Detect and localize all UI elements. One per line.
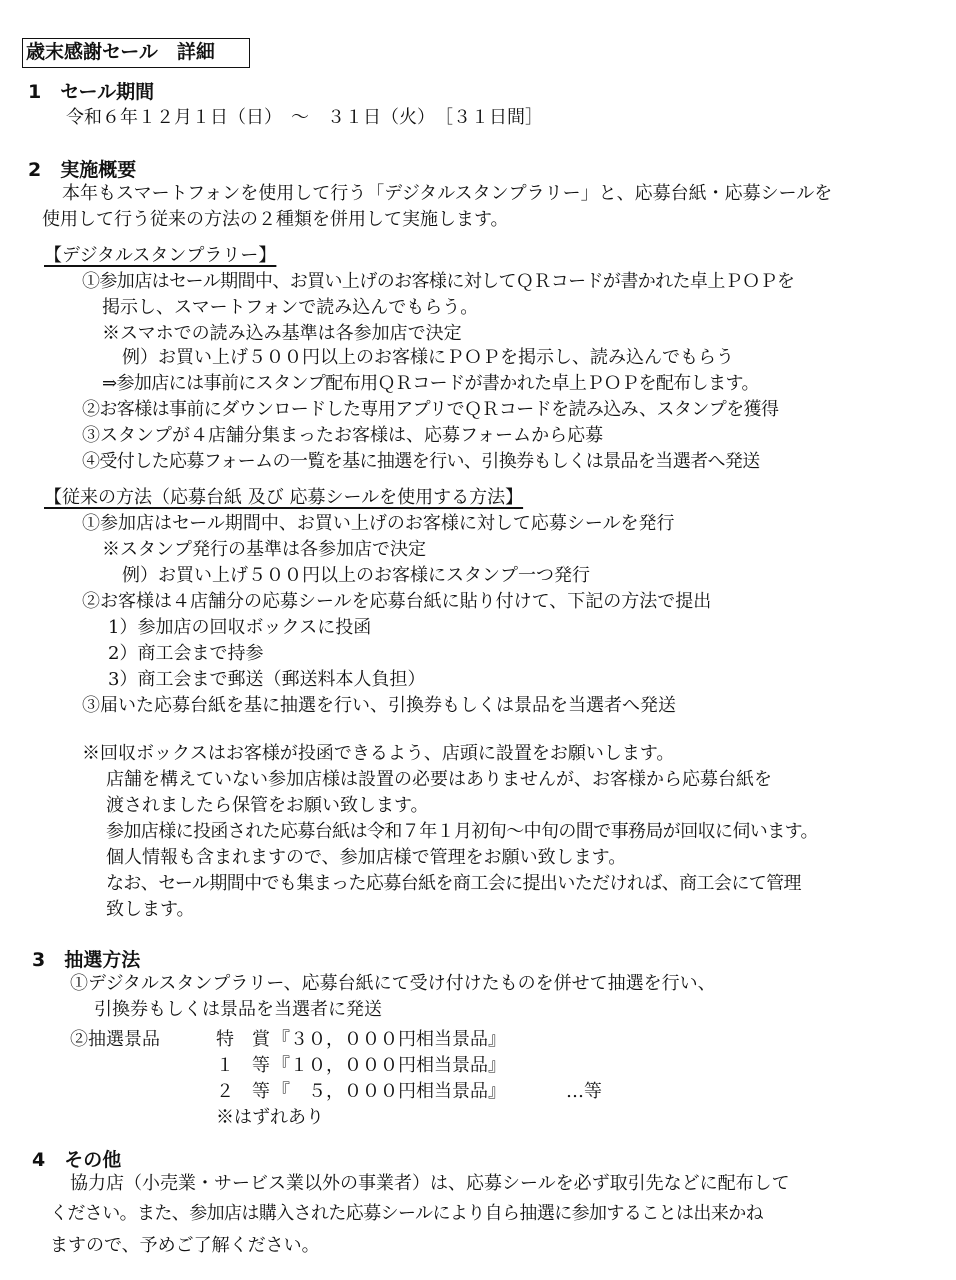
prize-rank: 特 賞: [216, 1029, 270, 1050]
note-line: 個人情報も含まれますので、参加店様で管理をお願い致します。: [106, 847, 627, 868]
traditional-line: ③届いた応募台紙を基に抽選を行い、引換券もしくは景品を当選者へ発送: [82, 695, 676, 716]
note-line: ※回収ボックスはお客様が投函できるよう、店頭に設置をお願いします。: [82, 743, 675, 764]
prize-value: 『 ５，０００円相当景品』: [272, 1081, 506, 1102]
sale-period: 令和６年１２月１日（日） ～ ３１日（火） ［３１日間］: [66, 107, 543, 128]
other-line: 協力店（小売業・サービス業以外の事業者）は、応募シールを必ず取引先などに配布して: [70, 1173, 790, 1194]
traditional-line: ②お客様は４店舗分の応募シールを応募台紙に貼り付けて、下記の方法で提出: [82, 591, 712, 612]
digital-line: ※スマホでの読み込み基準は各参加店で決定: [102, 323, 462, 344]
traditional-line: 例）お買い上げ５００円以上のお客様にスタンプ一つ発行: [122, 565, 590, 586]
traditional-line: ※スタンプ発行の基準は各参加店で決定: [102, 539, 426, 560]
digital-line: ③スタンプが４店舗分集まったお客様は、応募フォームから応募: [82, 425, 604, 446]
note-line: 渡されましたら保管をお願い致します。: [106, 795, 429, 816]
digital-line: ④受付した応募フォームの一覧を基に抽選を行い、引換券もしくは景品を当選者へ発送: [82, 451, 760, 472]
lottery-line: 引換券もしくは景品を当選者に発送: [94, 999, 382, 1020]
prize-value: 『１０，０００円相当景品』: [272, 1055, 506, 1076]
traditional-line: 2）商工会まで持参: [108, 643, 264, 664]
section-3-heading: 3 抽選方法: [32, 949, 141, 971]
page-title: 歳末感謝セール 詳細: [22, 38, 250, 68]
digital-header: 【デジタルスタンプラリー】: [44, 245, 277, 266]
digital-line: ⇒参加店には事前にスタンプ配布用ＱＲコードが書かれた卓上ＰＯＰを配布します。: [102, 373, 759, 394]
prize-note: ※はずれあり: [216, 1107, 324, 1128]
prize-rank: ２ 等: [216, 1081, 270, 1102]
note-line: 参加店様に投函された応募台紙は令和７年１月初旬～中旬の間で事務局が回収に伺います。: [106, 821, 818, 842]
other-line: ください。また、参加店は購入された応募シールにより自ら抽選に参加することは出来かね: [50, 1203, 764, 1224]
note-line: 致します。: [106, 899, 195, 920]
prize-etc: …等: [566, 1081, 602, 1102]
traditional-line: 3）商工会まで郵送（郵送料本人負担）: [108, 669, 426, 690]
traditional-line: ①参加店はセール期間中、お買い上げのお客様に対して応募シールを発行: [82, 513, 675, 534]
digital-line: 掲示し、スマートフォンで読み込んでもらう。: [102, 297, 479, 318]
lottery-line: ①デジタルスタンプラリー、応募台紙にて受け付けたものを併せて抽選を行い、: [70, 973, 716, 994]
digital-line: ①参加店はセール期間中、お買い上げのお客様に対してＱＲコードが書かれた卓上ＰＯＰを: [82, 271, 795, 292]
digital-line: 例）お買い上げ５００円以上のお客様にＰＯＰを掲示し、読み込んでもらう: [122, 347, 734, 368]
traditional-header: 【従来の方法（応募台紙 及び 応募シールを使用する方法】: [44, 487, 524, 508]
intro-line: 本年もスマートフォンを使用して行う「デジタルスタンプラリー」と、応募台紙・応募シールを: [62, 183, 833, 204]
section-2-heading: 2 実施概要: [28, 159, 137, 181]
note-line: 店舗を構えていない参加店様は設置の必要はありませんが、お客様から応募台紙を: [106, 769, 772, 790]
other-line: ますので、予めご了解ください。: [50, 1235, 320, 1256]
note-line: なお、セール期間中でも集まった応募台紙を商工会に提出いただければ、商工会にて管理: [106, 873, 801, 894]
section-4-heading: 4 その他: [32, 1149, 122, 1171]
traditional-line: 1）参加店の回収ボックスに投函: [108, 617, 372, 638]
prize-label: ②抽選景品: [70, 1029, 160, 1050]
intro-line: 使用して行う従来の方法の２種類を併用して実施します。: [42, 209, 509, 230]
section-1-heading: 1 セール期間: [28, 81, 155, 103]
prize-rank: １ 等: [216, 1055, 270, 1076]
digital-line: ②お客様は事前にダウンロードした専用アプリでＱＲコードを読み込み、スタンプを獲得: [82, 399, 779, 420]
prize-value: 『３０，０００円相当景品』: [272, 1029, 506, 1050]
